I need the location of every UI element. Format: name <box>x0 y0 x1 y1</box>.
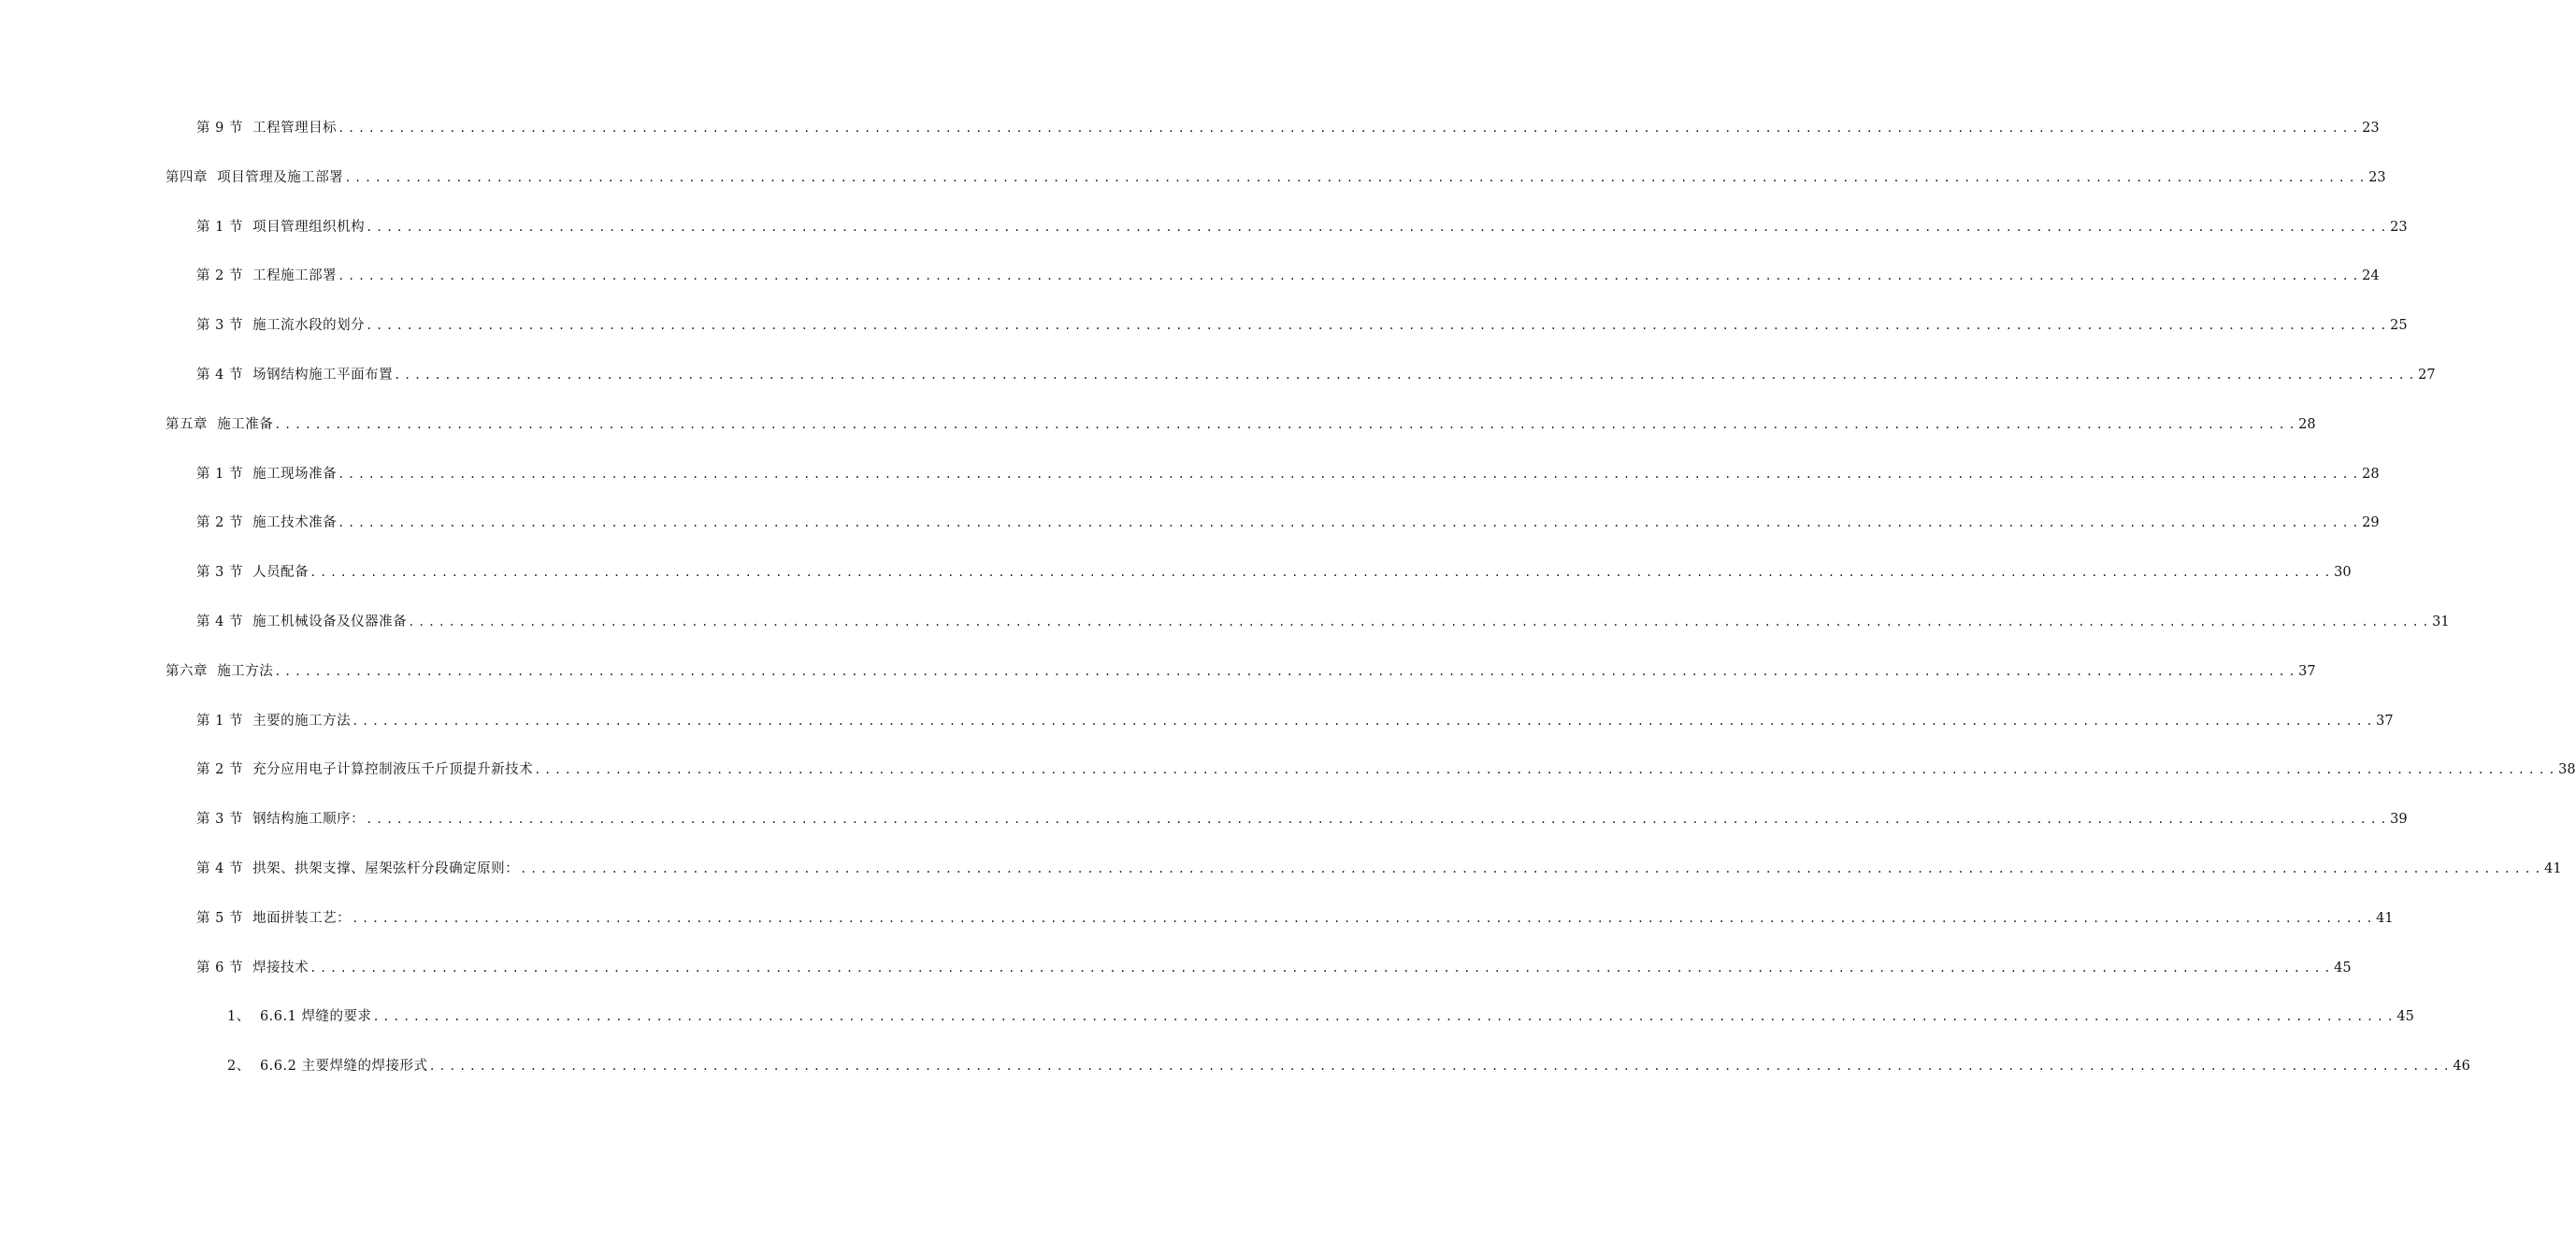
toc-entry-number: 第 3 节 <box>196 812 253 828</box>
toc-entry-title: 项目管理组织机构 <box>252 219 366 235</box>
toc-entry[interactable] <box>0 1054 2470 1104</box>
toc-dot-leader: ........................................................................................................................................................................................................ <box>520 861 2545 875</box>
toc-entry[interactable] <box>0 956 2352 1005</box>
toc-dot-leader: ........................................................................................................................................................................................................ <box>338 122 2363 135</box>
toc-entry-title: 施工方法 <box>217 663 274 679</box>
toc-page-number: 23 <box>2390 219 2408 235</box>
toc-entry-number: 第 4 节 <box>196 860 253 876</box>
toc-entry[interactable] <box>0 116 2380 166</box>
toc-entry-title: 施工准备 <box>217 416 274 432</box>
toc-page-number: 38 <box>2558 762 2576 778</box>
toc-entry-number: 第 1 节 <box>196 713 253 729</box>
toc-dot-leader: ........................................................................................................................................................................................................ <box>352 911 2377 925</box>
toc-page-number: 30 <box>2334 565 2352 581</box>
toc-dot-leader: ........................................................................................................................................................................................................ <box>274 417 2299 431</box>
toc-entry-title: 充分应用电子计算控制液压千斤顶提升新技术 <box>252 762 534 778</box>
toc-entry-number: 第 4 节 <box>196 614 253 629</box>
toc-entry[interactable] <box>0 560 2352 610</box>
toc-entry-number: 第 1 节 <box>196 219 253 235</box>
toc-dot-leader: ........................................................................................................................................................................................................ <box>309 961 2335 975</box>
toc-dot-leader: ........................................................................................................................................................................................................ <box>408 614 2433 628</box>
toc-entry-number: 第 5 节 <box>196 910 253 926</box>
toc-page-number: 45 <box>2334 960 2352 975</box>
toc-page-number: 41 <box>2544 860 2562 876</box>
toc-entry-number: 第 3 节 <box>196 565 253 581</box>
toc-dot-leader: ........................................................................................................................................................................................................ <box>338 467 2363 481</box>
toc-entry-title: 拱架、拱架支撑、屋架弦杆分段确定原则： <box>252 860 520 876</box>
toc-entry[interactable] <box>0 1004 2414 1054</box>
toc-entry[interactable] <box>0 215 2408 265</box>
toc-page-number: 41 <box>2376 910 2394 926</box>
toc-dot-leader: ........................................................................................................................................................................................................ <box>428 1060 2454 1074</box>
toc-entry-title: 施工机械设备及仪器准备 <box>252 614 408 629</box>
toc-entry[interactable] <box>0 906 2394 956</box>
toc-entry-number: 第 3 节 <box>196 318 253 334</box>
toc-entry-number: 第 1 节 <box>196 466 253 482</box>
toc-entry-title: 施工技术准备 <box>252 515 338 531</box>
toc-page-number: 45 <box>2396 1009 2414 1025</box>
toc-entry-number: 1、 <box>227 1009 260 1025</box>
toc-dot-leader: ........................................................................................................................................................................................................ <box>366 813 2391 827</box>
toc-entry-title: 工程施工部署 <box>252 268 338 284</box>
toc-dot-leader: ........................................................................................................................................................................................................ <box>366 319 2391 333</box>
toc-entry[interactable] <box>0 166 2386 215</box>
toc-page-number: 39 <box>2390 812 2408 828</box>
toc-page-number: 31 <box>2432 614 2450 629</box>
toc-entry-number: 第 6 节 <box>196 960 253 975</box>
toc-page-number: 23 <box>2362 121 2380 136</box>
toc-entry-title: 工程管理目标 <box>252 121 338 136</box>
toc-entry[interactable] <box>0 610 2450 659</box>
toc-entry[interactable] <box>0 709 2394 759</box>
toc-entry[interactable] <box>0 758 2576 807</box>
toc-entry[interactable] <box>0 857 2562 906</box>
toc-entry-title: 6.6.1 焊缝的要求 <box>259 1009 372 1025</box>
toc-page-number: 27 <box>2418 367 2436 383</box>
toc-entry-title: 施工现场准备 <box>252 466 338 482</box>
toc-entry-number: 第 4 节 <box>196 367 253 383</box>
toc-entry[interactable] <box>0 462 2380 512</box>
toc-dot-leader: ........................................................................................................................................................................................................ <box>534 763 2559 777</box>
toc-entry-number: 第 9 节 <box>196 121 253 136</box>
toc-entry-title: 6.6.2 主要焊缝的焊接形式 <box>259 1059 428 1075</box>
toc-entry[interactable] <box>0 511 2380 560</box>
toc-entry-number: 2、 <box>227 1059 260 1075</box>
toc-dot-leader: ........................................................................................................................................................................................................ <box>309 566 2335 580</box>
toc-dot-leader: ........................................................................................................................................................................................................ <box>394 368 2419 382</box>
toc-page-number: 29 <box>2362 515 2380 531</box>
toc-entry-number: 第六章 <box>165 663 218 679</box>
toc-page-number: 46 <box>2453 1059 2470 1075</box>
toc-page-number: 24 <box>2362 268 2380 284</box>
toc-entry-title: 地面拼装工艺： <box>252 910 352 926</box>
toc-dot-leader: ........................................................................................................................................................................................................ <box>338 269 2363 283</box>
toc-entry-title: 钢结构施工顺序： <box>252 812 366 828</box>
table-of-contents <box>0 116 2576 1104</box>
toc-entry-title: 项目管理及施工部署 <box>217 169 344 185</box>
toc-dot-leader: ........................................................................................................................................................................................................ <box>352 714 2377 728</box>
toc-page-number: 37 <box>2298 663 2316 679</box>
toc-entry-title: 场钢结构施工平面布置 <box>252 367 394 383</box>
toc-entry[interactable] <box>0 363 2436 412</box>
toc-entry-number: 第 2 节 <box>196 268 253 284</box>
toc-dot-leader: ........................................................................................................................................................................................................ <box>274 664 2299 678</box>
toc-entry-title: 施工流水段的划分 <box>252 318 366 334</box>
toc-page-number: 37 <box>2376 713 2394 729</box>
toc-page-number: 25 <box>2390 318 2408 334</box>
toc-page-number: 28 <box>2362 466 2380 482</box>
toc-entry-number: 第 2 节 <box>196 762 253 778</box>
toc-entry[interactable] <box>0 313 2408 363</box>
toc-entry-number: 第四章 <box>165 169 218 185</box>
toc-entry[interactable] <box>0 412 2316 462</box>
toc-entry-title: 人员配备 <box>252 565 309 581</box>
toc-entry[interactable] <box>0 807 2408 857</box>
toc-entry[interactable] <box>0 659 2316 709</box>
toc-entry[interactable] <box>0 264 2380 313</box>
toc-page-number: 23 <box>2368 169 2386 185</box>
toc-dot-leader: ........................................................................................................................................................................................................ <box>338 516 2363 530</box>
toc-entry-number: 第 2 节 <box>196 515 253 531</box>
toc-entry-number: 第五章 <box>165 416 218 432</box>
toc-dot-leader: ........................................................................................................................................................................................................ <box>372 1010 2397 1024</box>
toc-entry-title: 焊接技术 <box>252 960 309 975</box>
toc-page-number: 28 <box>2298 416 2316 432</box>
toc-entry-title: 主要的施工方法 <box>252 713 352 729</box>
toc-dot-leader: ........................................................................................................................................................................................................ <box>344 170 2369 184</box>
toc-dot-leader: ........................................................................................................................................................................................................ <box>366 220 2391 234</box>
